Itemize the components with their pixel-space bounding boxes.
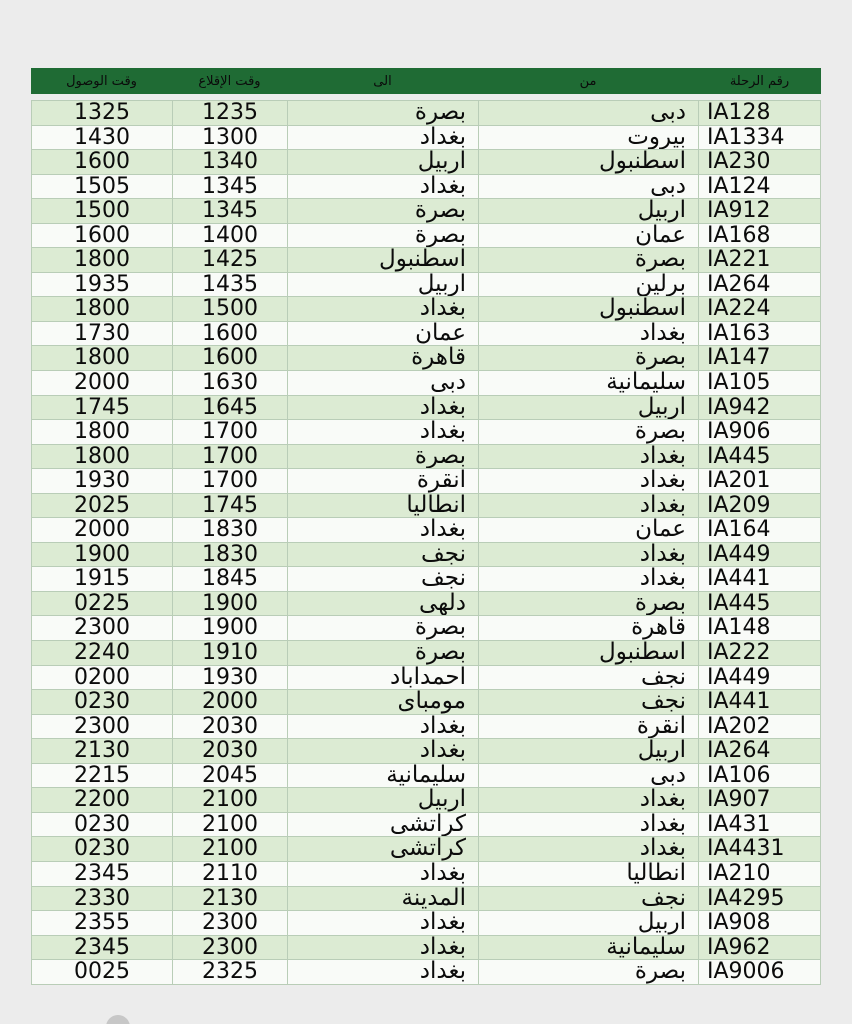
table-row <box>31 396 821 421</box>
cell-flight-number: IA264 <box>698 273 821 297</box>
cell-flight-number: IA9006 <box>698 960 821 984</box>
cell-to: سليمانية <box>287 764 478 788</box>
cell-flight-number: IA105 <box>698 371 821 395</box>
cell-flight-number: IA168 <box>698 224 821 248</box>
cell-to: بغداد <box>287 911 478 935</box>
cell-arrival-time: 1600 <box>31 224 172 248</box>
header-arrival-time: وقت الوصول <box>66 73 137 89</box>
cell-from: اربيل <box>478 199 698 223</box>
cell-arrival-time: 0025 <box>31 960 172 984</box>
table-row <box>31 150 821 175</box>
table-row <box>31 592 821 617</box>
cell-departure-time: 1345 <box>172 175 287 199</box>
cell-arrival-time: 2345 <box>31 936 172 960</box>
table-row <box>31 175 821 200</box>
cell-departure-time: 1400 <box>172 224 287 248</box>
cell-departure-time: 1700 <box>172 469 287 493</box>
cell-from: نجف <box>478 666 698 690</box>
table-row <box>31 224 821 249</box>
cell-flight-number: IA441 <box>698 690 821 714</box>
table-row <box>31 101 821 126</box>
table-row <box>31 936 821 961</box>
cell-departure-time: 2300 <box>172 936 287 960</box>
cell-from: بصرة <box>478 960 698 984</box>
cell-to: بغداد <box>287 960 478 984</box>
cell-flight-number: IA222 <box>698 641 821 665</box>
cell-departure-time: 2100 <box>172 813 287 837</box>
table-row <box>31 543 821 568</box>
table-row <box>31 371 821 396</box>
cell-departure-time: 2130 <box>172 887 287 911</box>
cell-from: انطاليا <box>478 862 698 886</box>
cell-arrival-time: 1935 <box>31 273 172 297</box>
cell-flight-number: IA449 <box>698 543 821 567</box>
cell-flight-number: IA907 <box>698 788 821 812</box>
cell-flight-number: IA230 <box>698 150 821 174</box>
table-row <box>31 248 821 273</box>
avatar-fragment <box>106 1015 130 1024</box>
cell-departure-time: 1600 <box>172 346 287 370</box>
cell-departure-time: 1930 <box>172 666 287 690</box>
table-row <box>31 616 821 641</box>
cell-to: قاهرة <box>287 346 478 370</box>
cell-to: اربيل <box>287 788 478 812</box>
cell-departure-time: 1745 <box>172 494 287 518</box>
cell-from: اسطنبول <box>478 150 698 174</box>
cell-to: كراتشى <box>287 813 478 837</box>
cell-flight-number: IA449 <box>698 666 821 690</box>
cell-arrival-time: 0230 <box>31 690 172 714</box>
cell-to: بصرة <box>287 445 478 469</box>
table-row <box>31 690 821 715</box>
cell-from: دبى <box>478 175 698 199</box>
cell-from: اربيل <box>478 396 698 420</box>
cell-arrival-time: 1430 <box>31 126 172 150</box>
table-row <box>31 420 821 445</box>
table-row <box>31 764 821 789</box>
cell-departure-time: 2300 <box>172 911 287 935</box>
table-row <box>31 567 821 592</box>
cell-to: عمان <box>287 322 478 346</box>
cell-departure-time: 1340 <box>172 150 287 174</box>
cell-to: بغداد <box>287 936 478 960</box>
cell-arrival-time: 1930 <box>31 469 172 493</box>
cell-from: عمان <box>478 518 698 542</box>
cell-flight-number: IA202 <box>698 715 821 739</box>
cell-flight-number: IA942 <box>698 396 821 420</box>
cell-from: برلين <box>478 273 698 297</box>
cell-arrival-time: 1800 <box>31 248 172 272</box>
cell-to: مومباى <box>287 690 478 714</box>
cell-departure-time: 2110 <box>172 862 287 886</box>
cell-from: بصرة <box>478 248 698 272</box>
table-row <box>31 788 821 813</box>
cell-from: بغداد <box>478 469 698 493</box>
table-row <box>31 813 821 838</box>
cell-flight-number: IA164 <box>698 518 821 542</box>
cell-flight-number: IA106 <box>698 764 821 788</box>
table-row <box>31 273 821 298</box>
cell-departure-time: 1845 <box>172 567 287 591</box>
cell-arrival-time: 0230 <box>31 837 172 861</box>
cell-flight-number: IA1334 <box>698 126 821 150</box>
cell-arrival-time: 1600 <box>31 150 172 174</box>
cell-departure-time: 2000 <box>172 690 287 714</box>
cell-departure-time: 1830 <box>172 518 287 542</box>
cell-from: بغداد <box>478 813 698 837</box>
cell-from: بصرة <box>478 420 698 444</box>
cell-flight-number: IA962 <box>698 936 821 960</box>
cell-to: انقرة <box>287 469 478 493</box>
cell-arrival-time: 2345 <box>31 862 172 886</box>
cell-arrival-time: 1505 <box>31 175 172 199</box>
cell-departure-time: 1700 <box>172 420 287 444</box>
cell-arrival-time: 1800 <box>31 420 172 444</box>
table-row <box>31 862 821 887</box>
cell-departure-time: 2325 <box>172 960 287 984</box>
cell-from: نجف <box>478 690 698 714</box>
cell-to: بغداد <box>287 518 478 542</box>
cell-to: بغداد <box>287 739 478 763</box>
table-row <box>31 445 821 470</box>
cell-from: بصرة <box>478 592 698 616</box>
table-row <box>31 297 821 322</box>
cell-arrival-time: 1800 <box>31 346 172 370</box>
header-departure-time: وقت الإقلاع <box>198 73 261 89</box>
cell-from: بغداد <box>478 837 698 861</box>
cell-flight-number: IA124 <box>698 175 821 199</box>
table-row <box>31 494 821 519</box>
cell-flight-number: IA906 <box>698 420 821 444</box>
table-row <box>31 911 821 936</box>
table-row <box>31 739 821 764</box>
cell-arrival-time: 1915 <box>31 567 172 591</box>
cell-flight-number: IA201 <box>698 469 821 493</box>
cell-arrival-time: 2200 <box>31 788 172 812</box>
cell-departure-time: 1645 <box>172 396 287 420</box>
cell-flight-number: IA221 <box>698 248 821 272</box>
cell-departure-time: 1425 <box>172 248 287 272</box>
cell-flight-number: IA912 <box>698 199 821 223</box>
cell-to: احمداباد <box>287 666 478 690</box>
cell-to: بصرة <box>287 616 478 640</box>
cell-flight-number: IA224 <box>698 297 821 321</box>
cell-flight-number: IA445 <box>698 445 821 469</box>
cell-departure-time: 1700 <box>172 445 287 469</box>
cell-arrival-time: 2300 <box>31 616 172 640</box>
cell-departure-time: 1235 <box>172 101 287 125</box>
cell-arrival-time: 1800 <box>31 297 172 321</box>
cell-from: بغداد <box>478 788 698 812</box>
cell-to: بصرة <box>287 641 478 665</box>
cell-to: اربيل <box>287 273 478 297</box>
cell-from: بيروت <box>478 126 698 150</box>
cell-flight-number: IA431 <box>698 813 821 837</box>
cell-to: نجف <box>287 543 478 567</box>
table-row <box>31 322 821 347</box>
cell-arrival-time: 2330 <box>31 887 172 911</box>
cell-from: اربيل <box>478 911 698 935</box>
cell-to: بصرة <box>287 101 478 125</box>
cell-from: بغداد <box>478 322 698 346</box>
cell-flight-number: IA163 <box>698 322 821 346</box>
cell-from: اسطنبول <box>478 297 698 321</box>
cell-flight-number: IA209 <box>698 494 821 518</box>
cell-arrival-time: 0200 <box>31 666 172 690</box>
cell-flight-number: IA210 <box>698 862 821 886</box>
cell-arrival-time: 2000 <box>31 518 172 542</box>
cell-from: قاهرة <box>478 616 698 640</box>
table-row <box>31 715 821 740</box>
table-body <box>31 100 821 985</box>
cell-flight-number: IA441 <box>698 567 821 591</box>
cell-from: دبى <box>478 101 698 125</box>
cell-arrival-time: 1800 <box>31 445 172 469</box>
cell-from: اسطنبول <box>478 641 698 665</box>
cell-arrival-time: 2300 <box>31 715 172 739</box>
cell-departure-time: 2030 <box>172 715 287 739</box>
cell-arrival-time: 2355 <box>31 911 172 935</box>
cell-arrival-time: 0230 <box>31 813 172 837</box>
cell-from: بغداد <box>478 543 698 567</box>
cell-to: دلهى <box>287 592 478 616</box>
cell-arrival-time: 1745 <box>31 396 172 420</box>
cell-departure-time: 1300 <box>172 126 287 150</box>
cell-from: سليمانية <box>478 936 698 960</box>
cell-arrival-time: 1900 <box>31 543 172 567</box>
cell-departure-time: 2030 <box>172 739 287 763</box>
cell-to: بغداد <box>287 297 478 321</box>
header-to: الى <box>373 73 392 89</box>
table-row <box>31 641 821 666</box>
cell-from: بغداد <box>478 567 698 591</box>
cell-from: عمان <box>478 224 698 248</box>
table-row <box>31 518 821 543</box>
cell-from: انقرة <box>478 715 698 739</box>
cell-arrival-time: 1500 <box>31 199 172 223</box>
flight-schedule-table <box>31 68 821 985</box>
cell-to: بغداد <box>287 175 478 199</box>
cell-to: بغداد <box>287 396 478 420</box>
cell-departure-time: 2045 <box>172 764 287 788</box>
cell-departure-time: 1345 <box>172 199 287 223</box>
table-row <box>31 126 821 151</box>
cell-arrival-time: 2025 <box>31 494 172 518</box>
cell-departure-time: 2100 <box>172 788 287 812</box>
cell-to: المدينة <box>287 887 478 911</box>
cell-departure-time: 1630 <box>172 371 287 395</box>
cell-from: دبى <box>478 764 698 788</box>
cell-to: بغداد <box>287 715 478 739</box>
cell-arrival-time: 2215 <box>31 764 172 788</box>
cell-to: اربيل <box>287 150 478 174</box>
cell-from: بصرة <box>478 346 698 370</box>
cell-departure-time: 1900 <box>172 616 287 640</box>
cell-arrival-time: 2130 <box>31 739 172 763</box>
cell-from: نجف <box>478 887 698 911</box>
cell-flight-number: IA4431 <box>698 837 821 861</box>
cell-to: بغداد <box>287 862 478 886</box>
table-row <box>31 960 821 985</box>
table-row <box>31 199 821 224</box>
cell-from: سليمانية <box>478 371 698 395</box>
cell-from: بغداد <box>478 445 698 469</box>
cell-to: بصرة <box>287 224 478 248</box>
cell-flight-number: IA147 <box>698 346 821 370</box>
cell-arrival-time: 1325 <box>31 101 172 125</box>
table-row <box>31 666 821 691</box>
cell-departure-time: 1435 <box>172 273 287 297</box>
cell-flight-number: IA4295 <box>698 887 821 911</box>
cell-to: نجف <box>287 567 478 591</box>
cell-departure-time: 1600 <box>172 322 287 346</box>
cell-arrival-time: 1730 <box>31 322 172 346</box>
cell-from: اربيل <box>478 739 698 763</box>
cell-departure-time: 2100 <box>172 837 287 861</box>
cell-flight-number: IA264 <box>698 739 821 763</box>
cell-departure-time: 1830 <box>172 543 287 567</box>
cell-to: بصرة <box>287 199 478 223</box>
cell-flight-number: IA148 <box>698 616 821 640</box>
cell-from: بغداد <box>478 494 698 518</box>
table-row <box>31 887 821 912</box>
cell-arrival-time: 0225 <box>31 592 172 616</box>
cell-to: بغداد <box>287 420 478 444</box>
cell-to: دبى <box>287 371 478 395</box>
header-flight-number: رقم الرحلة <box>729 73 790 89</box>
cell-departure-time: 1910 <box>172 641 287 665</box>
cell-arrival-time: 2000 <box>31 371 172 395</box>
cell-flight-number: IA445 <box>698 592 821 616</box>
cell-to: انطاليا <box>287 494 478 518</box>
cell-departure-time: 1500 <box>172 297 287 321</box>
cell-departure-time: 1900 <box>172 592 287 616</box>
cell-to: بغداد <box>287 126 478 150</box>
cell-to: كراتشى <box>287 837 478 861</box>
table-row <box>31 837 821 862</box>
cell-to: اسطنبول <box>287 248 478 272</box>
cell-flight-number: IA128 <box>698 101 821 125</box>
table-header <box>31 68 821 94</box>
table-row <box>31 469 821 494</box>
header-from: من <box>579 73 597 89</box>
table-row <box>31 346 821 371</box>
cell-flight-number: IA908 <box>698 911 821 935</box>
cell-arrival-time: 2240 <box>31 641 172 665</box>
